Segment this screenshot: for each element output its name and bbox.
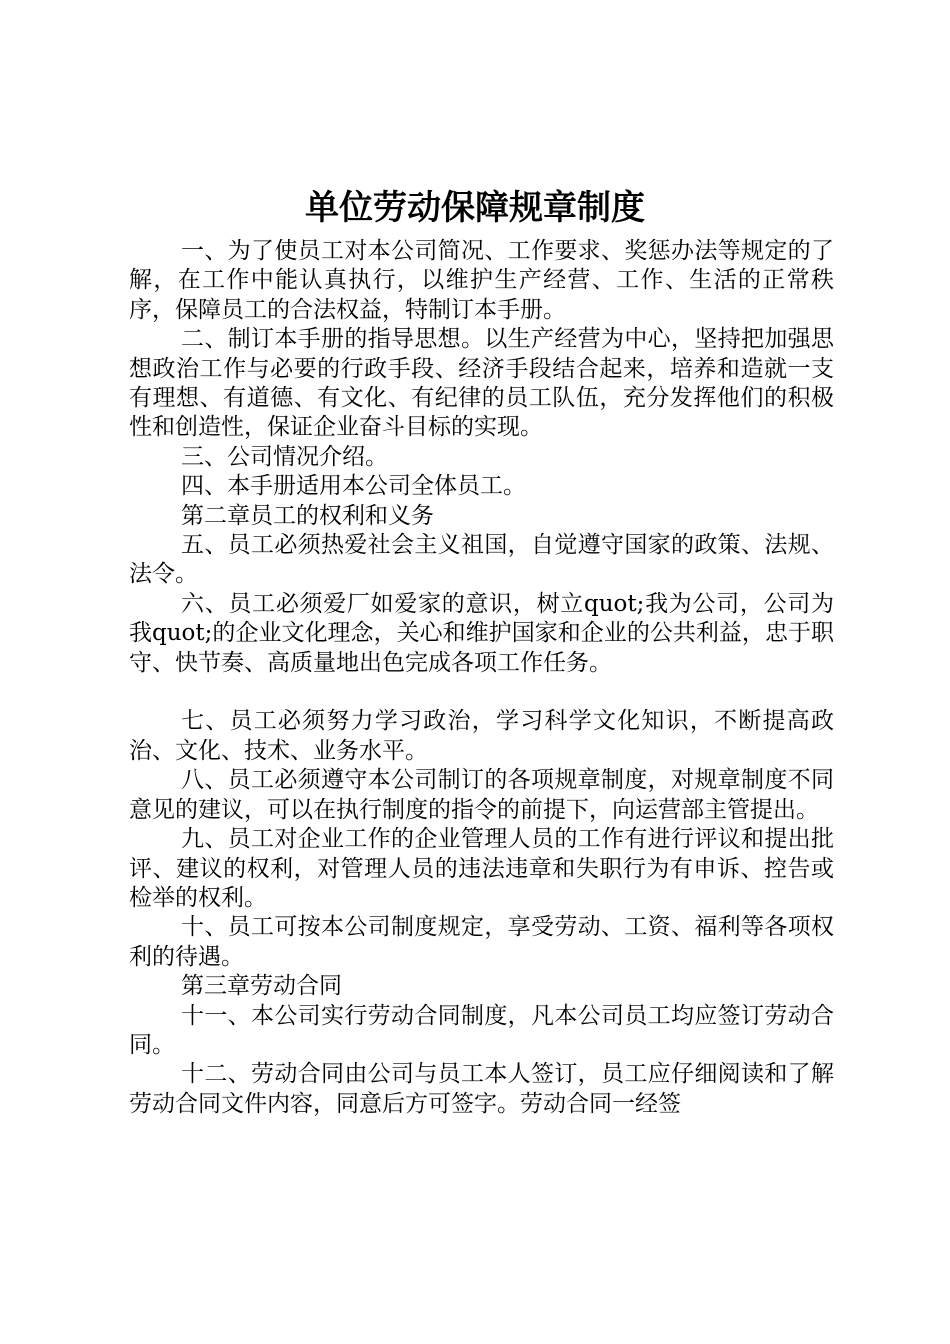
paragraph-7: 七、员工必须努力学习政治，学习科学文化知识，不断提高政治、文化、技术、业务水平。 xyxy=(129,708,834,764)
blank-line xyxy=(129,678,834,707)
paragraph-8: 八、员工必须遵守本公司制订的各项规章制度，对规章制度不同意见的建议，可以在执行制度的指令的前提下，向运营部主管提出。 xyxy=(129,767,834,823)
chapter-3-heading: 第三章劳动合同 xyxy=(181,973,342,1000)
paragraph-1: 一、为了使员工对本公司简况、工作要求、奖惩办法等规定的了解，在工作中能认真执行，以维护生产经营、工作、生活的正常秩序，保障员工的合法权益，特制订本手册。 xyxy=(129,238,834,323)
paragraph-12: 十二、劳动合同由公司与员工本人签订，员工应仔细阅读和了解劳动合同文件内容，同意后方可签字。劳动合同一经签 xyxy=(129,1061,834,1117)
paragraph-11: 十一、本公司实行劳动合同制度，凡本公司员工均应签订劳动合同。 xyxy=(129,1002,834,1058)
paragraph-9: 九、员工对企业工作的企业管理人员的工作有进行评议和提出批评、建议的权利，对管理人员的违法违章和失职行为有申诉、控告或检举的权利。 xyxy=(129,826,834,911)
paragraph-2: 二、制订本手册的指导思想。以生产经营为中心，坚持把加强思想政治工作与必要的行政手段、经济手段结合起来，培养和造就一支有理想、有道德、有文化、有纪律的员工队伍，充分发挥他们的积极性和创造性，保证企业奋斗目标的实现。 xyxy=(129,326,834,441)
chapter-2-heading: 第二章员工的权利和义务 xyxy=(181,502,434,529)
paragraph-3: 三、公司情况介绍。 xyxy=(181,443,388,470)
paragraph-10: 十、员工可按本公司制度规定，享受劳动、工资、福利等各项权利的待遇。 xyxy=(129,914,834,970)
paragraph-4: 四、本手册适用本公司全体员工。 xyxy=(181,473,526,500)
paragraph-6: 六、员工必须爱厂如爱家的意识，树立quot;我为公司，公司为我quot;的企业文化理念，关心和维护国家和企业的公共利益，忠于职守、快节奏、高质量地出色完成各项工作任务。 xyxy=(129,590,834,676)
paragraph-5: 五、员工必须热爱社会主义祖国，自觉遵守国家的政策、法规、法令。 xyxy=(129,532,834,588)
document-body xyxy=(129,237,834,1119)
document-title: 单位劳动保障规章制度 xyxy=(305,188,645,228)
